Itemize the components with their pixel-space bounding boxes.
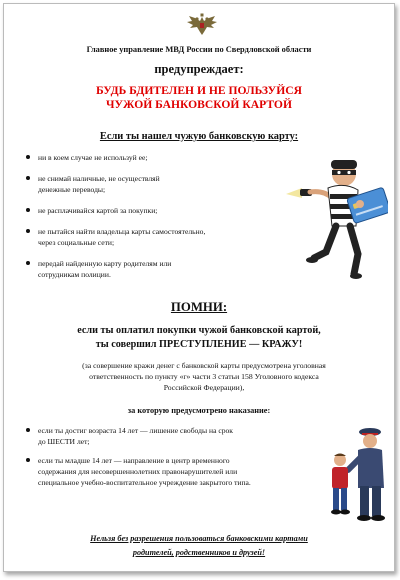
bullet-icon [26, 261, 30, 265]
crime-warning [4, 324, 394, 352]
organization-name: Главное управление МВД России по Свердловской области [86, 45, 312, 54]
crime-warning-line-2: ты совершил ПРЕСТУПЛЕНИЕ — КРАЖУ! [95, 339, 303, 350]
police-officer-with-child-icon [322, 424, 394, 524]
footer-line-1: Нельзя без разрешения пользоваться банковскими картами [90, 534, 308, 543]
bullet-icon [26, 208, 30, 212]
list-item: если ты достиг возраста 14 лет — лишение свободы на срок до ШЕСТИ лет; [26, 425, 316, 447]
bullet-icon [26, 428, 30, 432]
bullet-icon [26, 229, 30, 233]
section-found-title: Если ты нашел чужую банковскую карту: [99, 131, 299, 142]
crime-warning-line-1: если ты оплатил покупки чужой банковской картой, [77, 325, 321, 336]
list-item: не пытайся найти владельца карты самостоятельно, через социальные сети; [26, 226, 276, 248]
punishment-title: за которую предусмотрено наказание: [127, 406, 271, 415]
bullet-icon [26, 176, 30, 180]
list-item: ни в коем случае не используй ее; [26, 152, 276, 163]
leaflet [3, 3, 395, 572]
footer-warning [4, 532, 394, 560]
found-card-rules [26, 152, 276, 280]
bullet-icon [26, 155, 30, 159]
list-item: передай найденную карту родителям или сотрудникам полиции. [26, 258, 276, 280]
double-headed-eagle-icon [185, 13, 219, 37]
headline-line-2: ЧУЖОЙ БАНКОВСКОЙ КАРТОЙ [106, 98, 292, 111]
law-reference: (за совершение кражи денег с банковской карты предусмотрена уголовная ответственность по пункту «г» части 3 статьи 158 Уголовного кодекса Российской Федерации), [82, 361, 326, 392]
bullet-icon [26, 458, 30, 462]
headline [4, 84, 394, 112]
warns-label: предупреждает: [154, 62, 244, 76]
remember-title: ПОМНИ: [170, 300, 228, 314]
list-item: не расплачивайся картой за покупки; [26, 205, 276, 216]
headline-line-1: БУДЬ БДИТЕЛЕН И НЕ ПОЛЬЗУЙСЯ [96, 84, 302, 97]
list-item: не снимай наличные, не осуществляй денежные переводы; [26, 173, 276, 195]
list-item: если ты младше 14 лет — направление в центр временного содержания для несовершеннолетних правонарушителей или специальное учебно-воспитательное учреждение закрытого типа. [26, 455, 316, 488]
punishment-list [26, 425, 316, 488]
thief-with-card-icon [284, 154, 388, 284]
footer-line-2: родителей, родственников и друзей! [132, 548, 266, 557]
